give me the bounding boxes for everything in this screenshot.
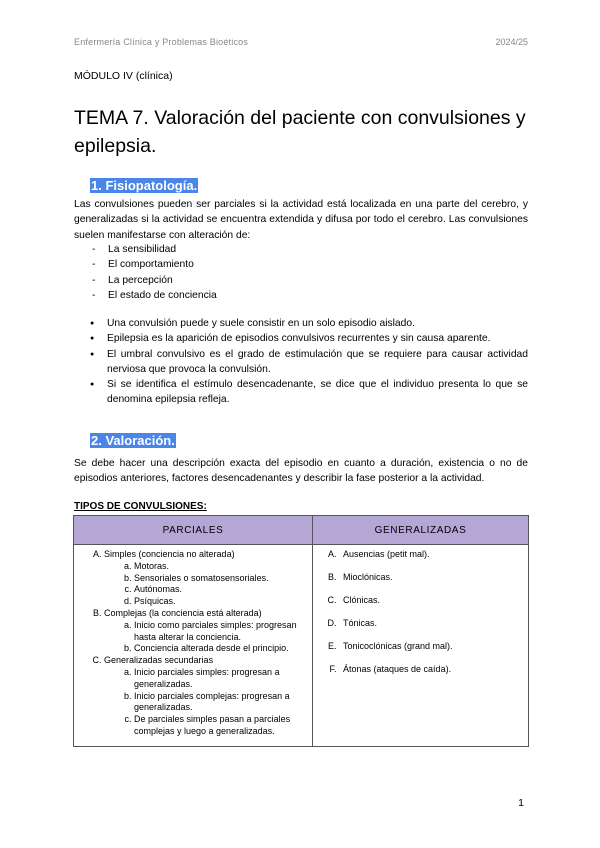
list-item (104, 549, 306, 608)
column-header-generalizadas: GENERALIZADAS (313, 516, 529, 545)
list-item: - El comportamiento (92, 257, 217, 272)
list-item: F. Átonas (ataques de caída). (339, 664, 522, 676)
section-heading-fisiopatologia (90, 178, 198, 193)
item-label: Simples (conciencia no alterada) (104, 549, 235, 559)
list-item: b. Inicio parciales complejas: progresan a generalizadas. (134, 691, 306, 715)
list-item: a. Inicio como parciales simples: progresan hasta alterar la conciencia. (134, 620, 306, 644)
list-item: a. Inicio parciales simples: progresan a generalizadas. (134, 667, 306, 691)
list-item: ● El umbral convulsivo es el grado de estimulación que se requiere para causar actividad nerviosa que provoca la convulsión. (90, 347, 528, 378)
parciales-cell (74, 545, 313, 747)
list-item: ● Una convulsión puede y suele consistir en un solo episodio aislado. (90, 316, 528, 331)
generalizadas-cell (313, 545, 529, 747)
section-heading-valoracion (90, 433, 176, 448)
list-item: - La percepción (92, 273, 217, 288)
list-item: c. De parciales simples pasan a parciales complejas y luego a generalizadas. (134, 714, 306, 738)
section-heading-text: 2. Valoración. (91, 433, 175, 448)
list-item: a. Motoras. (134, 561, 306, 573)
list-item: d. Psíquicas. (134, 596, 306, 608)
module-label: MÓDULO IV (clínica) (74, 70, 173, 82)
item-label: Complejas (la conciencia está alterada) (104, 607, 262, 618)
list-item: B. Mioclónicas. (339, 572, 522, 584)
column-header-parciales: PARCIALES (74, 516, 313, 545)
page-title: TEMA 7. Valoración del paciente con convulsiones y epilepsia. (74, 107, 526, 157)
page-number: 1 (518, 797, 524, 809)
list-item: A. Ausencias (petit mal). (339, 549, 522, 561)
list-item: b. Sensoriales o somatosensoriales. (134, 573, 306, 585)
running-header-course: Enfermería Clínica y Problemas Bioéticos (74, 37, 249, 47)
running-header-year: 2024/25 (495, 37, 528, 47)
table-caption: TIPOS DE CONVULSIONES: (74, 501, 207, 512)
list-item: b. Conciencia alterada desde el principio. (134, 643, 306, 655)
list-item: C. Clónicas. (339, 595, 522, 607)
list-item: c. Autónomas. (134, 584, 306, 596)
list-item: D. Tónicas. (339, 618, 522, 630)
section-heading-text: 1. Fisiopatología. (91, 178, 198, 193)
list-item: - El estado de conciencia (92, 288, 217, 303)
alteration-list (92, 242, 217, 303)
list-item (104, 655, 306, 738)
definitions-list (90, 316, 528, 408)
paragraph-valoracion: Se debe hacer una descripción exacta del episodio en cuanto a duración, existencia o no de episodios anteriores, factores desencadenantes y describir la fase posterior a la actividad. (74, 458, 528, 485)
list-item: - La sensibilidad (92, 242, 217, 257)
list-item: ● Si se identifica el estímulo desencadenante, se dice que el individuo presenta lo que se denomina epilepsia refleja. (90, 377, 528, 408)
list-item: E. Tonicoclónicas (grand mal). (339, 641, 522, 653)
item-label: Generalizadas secundarias (104, 655, 214, 666)
convulsion-types-table (73, 515, 529, 747)
list-item: ● Epilepsia es la aparición de episodios convulsivos recurrentes y sin causa aparente. (90, 331, 528, 346)
list-item (104, 608, 306, 655)
paragraph-fisiopatologia: Las convulsiones pueden ser parciales si la actividad está localizada en una parte del cerebro, y generalizadas si la actividad se encuentra extendida y difusa por todo el cerebro. Las convulsiones suelen manifestarse con alteración de: (74, 199, 528, 241)
